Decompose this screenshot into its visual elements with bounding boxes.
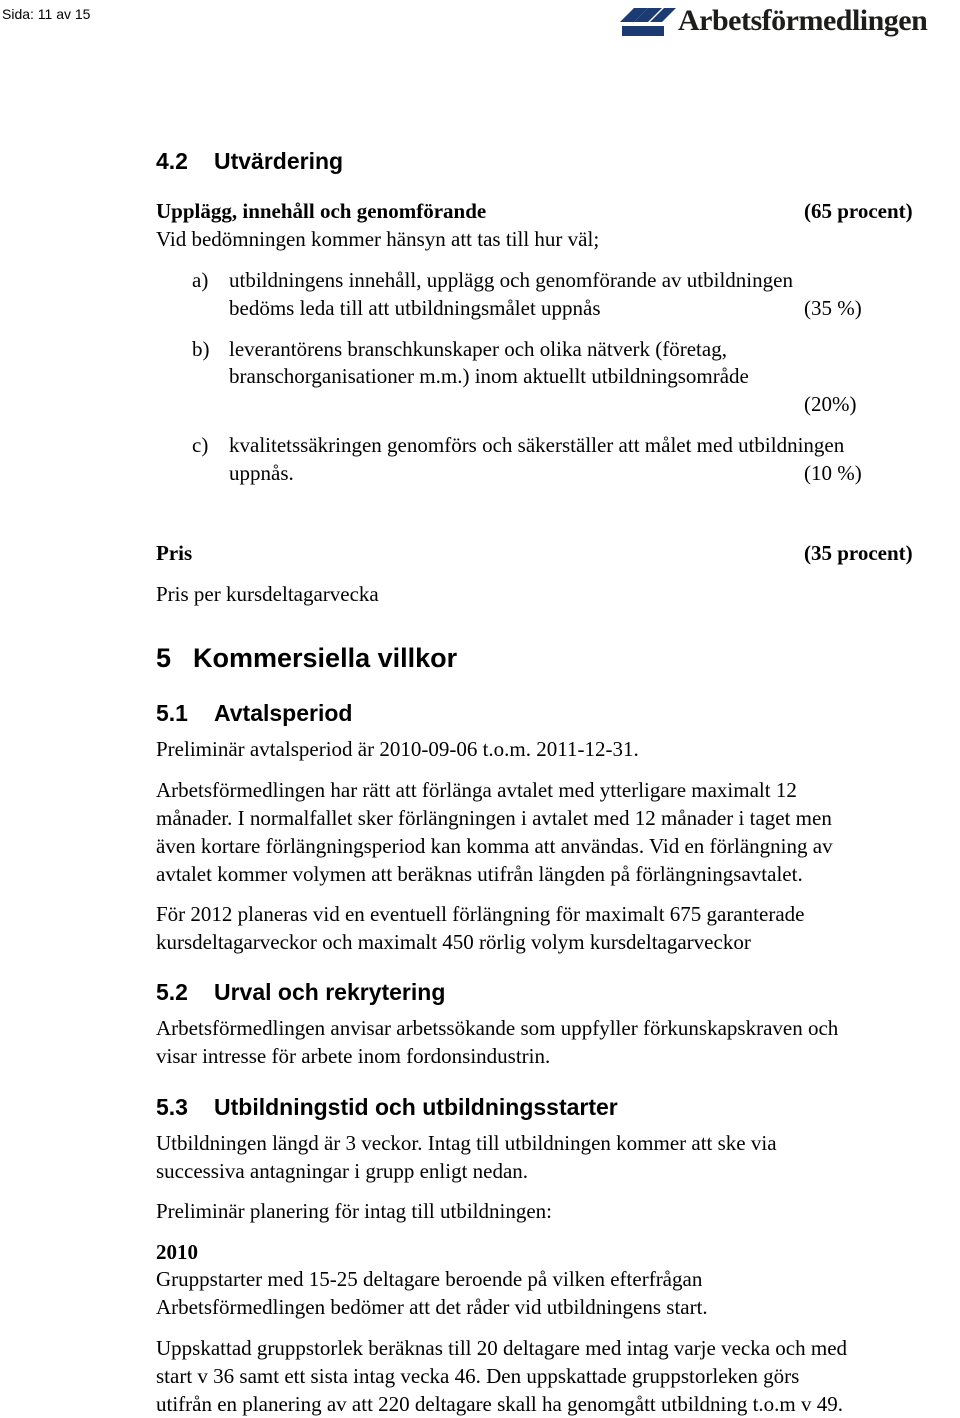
volume-line-2: kursdeltagarveckor och maximalt 450 rörlig volym kursdeltagarveckor bbox=[156, 930, 751, 954]
groupstart-line-2: Arbetsförmedlingen bedömer att det råder vid utbildningens start. bbox=[156, 1295, 708, 1319]
duration-line-1: Utbildningen längd är 3 veckor. Intag till utbildningen kommer att ske via bbox=[156, 1131, 777, 1155]
recruitment-line-1: Arbetsförmedlingen anvisar arbetssökande som uppfyller förkunskapskraven och bbox=[156, 1016, 839, 1040]
groupstart-line-1: Gruppstarter med 15-25 deltagare beroende på vilken efterfrågan bbox=[156, 1267, 703, 1291]
page-number: Sida: 11 av 15 bbox=[2, 6, 91, 22]
section-5-2-title: Urval och rekrytering bbox=[214, 979, 446, 1005]
avtalsperiod-paragraph: Preliminär avtalsperiod är 2010-09-06 t.o.m. 2011-12-31. bbox=[156, 737, 639, 761]
criteria-intro: Vid bedömningen kommer hänsyn att tas till hur väl; bbox=[156, 227, 600, 251]
logo-text: Arbetsförmedlingen bbox=[678, 4, 928, 37]
section-5-2-number: 5.2 bbox=[156, 979, 188, 1005]
item-c-line1: kvalitetssäkringen genomförs och säkerställer att målet med utbildningen bbox=[229, 433, 845, 457]
extension-line-3: även kortare förlängningsperiod kan komma att användas. Vid en förlängning av bbox=[156, 834, 833, 858]
price-weight: (35 procent) bbox=[804, 541, 913, 565]
section-5-1-number: 5.1 bbox=[156, 700, 188, 726]
recruitment-line-2: visar intresse för arbete inom fordonsindustrin. bbox=[156, 1044, 551, 1068]
criteria-weight: (65 procent) bbox=[804, 199, 913, 223]
section-5-title: Kommersiella villkor bbox=[193, 643, 458, 673]
extension-line-2: månader. I normalfallet sker förlängningen i avtalet med 12 månader i taget men bbox=[156, 806, 832, 830]
item-a-marker: a) bbox=[192, 268, 209, 292]
logo-mark-icon bbox=[620, 6, 678, 40]
item-a-line2: bedöms leda till att utbildningsmålet uppnås bbox=[229, 296, 601, 320]
duration-line-2: successiva antagningar i grupp enligt nedan. bbox=[156, 1159, 529, 1183]
section-4-2-number: 4.2 bbox=[156, 148, 188, 174]
groupsize-line-1: Uppskattad gruppstorlek beräknas till 20 deltagare med intag varje vecka och med bbox=[156, 1336, 848, 1360]
section-5-1-title: Avtalsperiod bbox=[214, 700, 353, 726]
year-heading: 2010 bbox=[156, 1240, 198, 1264]
criteria-heading: Upplägg, innehåll och genomförande bbox=[156, 199, 487, 223]
groupsize-line-3: utifrån en planering av att 220 deltagare skall ha genomgått utbildning t.o.m v 49. bbox=[156, 1392, 843, 1416]
section-4-2-title: Utvärdering bbox=[214, 148, 344, 174]
item-a-weight: (35 %) bbox=[804, 296, 862, 320]
arbetsformedlingen-logo bbox=[620, 2, 954, 44]
section-5-3-title: Utbildningstid och utbildningsstarter bbox=[214, 1094, 618, 1120]
price-text: Pris per kursdeltagarvecka bbox=[156, 582, 379, 606]
volume-line-1: För 2012 planeras vid en eventuell förlängning för maximalt 675 garanterade bbox=[156, 902, 805, 926]
item-b-line2: branschorganisationer m.m.) inom aktuellt utbildningsområde bbox=[229, 364, 749, 388]
item-a-line1: utbildningens innehåll, upplägg och genomförande av utbildningen bbox=[229, 268, 793, 292]
planning-intro: Preliminär planering för intag till utbildningen: bbox=[156, 1199, 553, 1223]
groupsize-line-2: start v 36 samt ett sista intag vecka 46. Den uppskattade gruppstorleken görs bbox=[156, 1364, 800, 1388]
section-5-3-number: 5.3 bbox=[156, 1094, 188, 1120]
extension-line-4: avtalet kommer volymen att beräknas utifrån längden på förlängningsavtalet. bbox=[156, 862, 803, 886]
item-c-weight: (10 %) bbox=[804, 461, 862, 485]
price-heading: Pris bbox=[156, 541, 193, 565]
item-c-line2: uppnås. bbox=[229, 461, 294, 485]
item-b-weight: (20%) bbox=[804, 392, 857, 416]
section-5-number: 5 bbox=[156, 643, 172, 673]
item-c-marker: c) bbox=[192, 433, 209, 457]
item-b-line1: leverantörens branschkunskaper och olika nätverk (företag, bbox=[229, 337, 727, 361]
extension-line-1: Arbetsförmedlingen har rätt att förlänga avtalet med ytterligare maximalt 12 bbox=[156, 778, 797, 802]
item-b-marker: b) bbox=[192, 337, 210, 361]
